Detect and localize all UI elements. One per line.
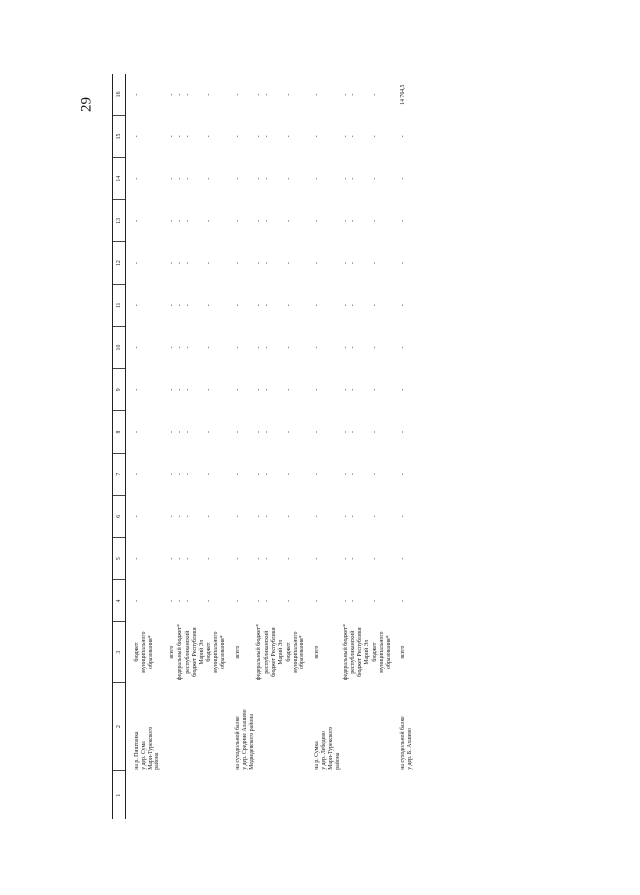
cell-object-location: [392, 682, 414, 770]
cell-value: -: [342, 431, 349, 433]
col-header: 2: [113, 682, 126, 770]
cell-number: [184, 771, 205, 819]
cell-value: -: [256, 473, 263, 476]
cell-value: -: [134, 388, 140, 391]
cell-value: -: [264, 135, 271, 138]
cell-value: -: [314, 431, 321, 433]
cell-number: [227, 771, 255, 819]
cell-value: -: [206, 346, 213, 349]
cell-value: -: [256, 219, 263, 222]
cell-value: -: [350, 304, 357, 307]
cell-value: -: [350, 219, 357, 222]
cell-value: -: [177, 346, 184, 349]
cell-number: [205, 771, 226, 819]
cell-value: -: [350, 431, 357, 433]
cell-object-location: [342, 682, 350, 770]
cell-value: -: [264, 431, 271, 433]
cell-number: [255, 771, 263, 819]
cell-value: -: [285, 93, 292, 96]
table-container: [112, 74, 528, 819]
cell-value: -: [169, 135, 176, 138]
table-row: [255, 74, 263, 819]
cell-value: -: [371, 262, 378, 265]
cell-value: -: [256, 599, 263, 602]
cell-value: -: [285, 304, 292, 307]
cell-value: -: [234, 93, 241, 96]
cell-value: -: [400, 177, 407, 180]
cell-value: -: [264, 388, 271, 391]
cell-value: -: [314, 262, 321, 265]
table-row: [161, 74, 176, 819]
col-header: 15: [113, 115, 126, 157]
cell-value: -: [342, 346, 349, 349]
cell-value: -: [342, 599, 349, 602]
cell-value: -: [184, 304, 191, 307]
object-location-line: у дер. Б. Ахшево: [407, 728, 414, 770]
cell-value: -: [314, 219, 321, 222]
cell-value: -: [234, 473, 241, 476]
cell-value: -: [264, 93, 271, 96]
cell-value: -: [285, 473, 292, 476]
object-location-line: на суходольной балке: [400, 716, 407, 770]
cell-object-location: [371, 682, 392, 770]
cell-value: -: [256, 262, 263, 265]
cell-value: -: [206, 473, 213, 476]
cell-value: -: [234, 388, 241, 391]
cell-value: -: [184, 388, 191, 391]
cell-value: -: [350, 557, 357, 560]
cell-object-location: [126, 682, 162, 770]
cell-number: [161, 771, 176, 819]
cell-value: -: [342, 304, 349, 307]
cell-funding-source: республиканский бюджет Республики Марий Эл: [350, 627, 371, 677]
cell-funding-source: бюджет муниципального образования*: [206, 631, 227, 673]
column-number-row: [113, 74, 126, 819]
object-location-line: у дер. Средние Алашево: [241, 709, 248, 770]
cell-value: -: [264, 557, 271, 560]
cell-value: -: [264, 262, 271, 265]
cell-value: -: [264, 473, 271, 476]
cell-value: -: [184, 431, 191, 433]
cell-value: -: [184, 515, 191, 518]
cell-value: -: [256, 177, 263, 180]
cell-funding-source: федеральный бюджет*: [256, 624, 263, 681]
cell-value: -: [169, 515, 176, 518]
cell-value: -: [264, 219, 271, 222]
cell-value: -: [285, 219, 292, 222]
cell-value: -: [134, 346, 140, 349]
cell-value: -: [314, 177, 321, 180]
cell-object-location: [285, 682, 306, 770]
cell-value: -: [134, 135, 140, 138]
cell-value: -: [371, 304, 378, 307]
cell-value: -: [264, 346, 271, 349]
table-row: [176, 74, 184, 819]
cell-value: -: [314, 473, 321, 476]
col-header: 12: [113, 242, 126, 284]
cell-value: -: [134, 219, 140, 222]
cell-value: -: [371, 135, 378, 138]
cell-value: -: [342, 388, 349, 391]
cell-value: -: [400, 346, 407, 349]
cell-value: -: [184, 262, 191, 265]
col-header: 14: [113, 158, 126, 200]
cell-value: -: [134, 473, 140, 476]
object-location-line: района: [154, 752, 161, 770]
cell-value: -: [371, 599, 378, 602]
cell-value: -: [184, 346, 191, 349]
cell-value: -: [169, 557, 176, 560]
cell-funding-source: республиканский бюджет Республики Марий Эл: [184, 627, 205, 677]
cell-value: -: [134, 262, 140, 265]
cell-value: -: [206, 262, 213, 265]
cell-value: -: [206, 388, 213, 391]
cell-object-location: [263, 682, 284, 770]
cell-value: -: [177, 135, 184, 138]
col-header: 3: [113, 622, 126, 682]
cell-value: -: [285, 262, 292, 265]
cell-value: -: [169, 473, 176, 476]
cell-value: -: [169, 388, 176, 391]
cell-value: -: [169, 219, 176, 222]
col-header: 1: [113, 771, 126, 819]
cell-value: -: [169, 599, 176, 602]
cell-funding-source: всего: [169, 645, 176, 659]
cell-value: -: [342, 93, 349, 96]
cell-value: -: [169, 262, 176, 265]
cell-value: -: [285, 599, 292, 602]
cell-value: -: [371, 473, 378, 476]
cell-value: -: [169, 346, 176, 349]
col-header: 6: [113, 495, 126, 537]
cell-value: -: [314, 304, 321, 307]
cell-value: -: [342, 473, 349, 476]
cell-value: -: [256, 93, 263, 96]
col-header: 9: [113, 369, 126, 411]
cell-funding-source: всего: [400, 645, 407, 659]
cell-value: -: [342, 135, 349, 138]
cell-value: -: [234, 515, 241, 518]
cell-value: -: [184, 93, 191, 96]
cell-funding-source: бюджет муниципального образования*: [134, 631, 154, 673]
cell-value: -: [314, 515, 321, 518]
cell-value: -: [184, 177, 191, 180]
cell-value: -: [206, 177, 213, 180]
cell-value: -: [177, 431, 184, 433]
cell-value: -: [134, 557, 140, 560]
cell-value: -: [350, 262, 357, 265]
cell-value: -: [234, 135, 241, 138]
cell-value: -: [234, 177, 241, 180]
col-header: 7: [113, 453, 126, 495]
cell-value: -: [177, 177, 184, 180]
table-row: [342, 74, 350, 819]
cell-number: [349, 771, 370, 819]
cell-value: -: [234, 346, 241, 349]
cell-value: -: [234, 599, 241, 602]
cell-value: -: [314, 346, 321, 349]
cell-number: [285, 771, 306, 819]
cell-value: -: [177, 304, 184, 307]
cell-value: -: [234, 219, 241, 222]
cell-value: -: [234, 304, 241, 307]
cell-value: -: [342, 557, 349, 560]
cell-value: -: [264, 304, 271, 307]
cell-value: -: [169, 93, 176, 96]
page-number: 29: [78, 97, 95, 112]
object-location-line: на р. Сумка: [314, 741, 321, 770]
cell-value: 14 764,5: [400, 84, 407, 105]
cell-value: -: [314, 93, 321, 96]
cell-value: -: [342, 515, 349, 518]
col-header: 13: [113, 200, 126, 242]
cell-value: -: [234, 262, 241, 265]
table-row: [205, 74, 226, 819]
cell-value: -: [314, 557, 321, 560]
cell-value: -: [400, 557, 407, 560]
cell-funding-source: всего: [234, 645, 241, 659]
cell-value: -: [177, 262, 184, 265]
cell-value: -: [371, 219, 378, 222]
cell-value: -: [206, 135, 213, 138]
cell-value: -: [134, 599, 140, 602]
cell-value: -: [206, 431, 213, 433]
cell-value: -: [400, 262, 407, 265]
cell-value: -: [134, 515, 140, 518]
cell-number: [263, 771, 284, 819]
cell-value: -: [371, 93, 378, 96]
cell-value: -: [400, 431, 407, 433]
cell-number: [342, 771, 350, 819]
cell-value: -: [350, 515, 357, 518]
object-location-line: района: [334, 752, 341, 770]
object-location-line: Мари-Турекского: [147, 726, 154, 770]
col-header: 4: [113, 580, 126, 622]
cell-value: -: [371, 388, 378, 391]
cell-value: -: [177, 557, 184, 560]
cell-funding-source: федеральный бюджет*: [342, 624, 349, 681]
cell-value: -: [256, 388, 263, 391]
cell-object-location: [184, 682, 205, 770]
table-row: [263, 74, 284, 819]
cell-value: -: [256, 135, 263, 138]
cell-value: -: [371, 346, 378, 349]
cell-value: -: [177, 219, 184, 222]
cell-value: -: [256, 557, 263, 560]
cell-object-location: [161, 682, 176, 770]
cell-object-location: [205, 682, 226, 770]
object-location-line: у дер. Сума: [140, 741, 147, 770]
col-header: 11: [113, 284, 126, 326]
cell-value: -: [234, 557, 241, 560]
object-location-line: у дер. Лебедево: [321, 731, 328, 770]
cell-object-location: [176, 682, 184, 770]
cell-value: -: [184, 557, 191, 560]
cell-value: -: [184, 219, 191, 222]
cell-value: -: [400, 388, 407, 391]
cell-value: -: [206, 599, 213, 602]
cell-value: -: [400, 304, 407, 307]
cell-number: [126, 771, 162, 819]
cell-value: -: [264, 515, 271, 518]
cell-value: -: [314, 599, 321, 602]
table-row: [126, 74, 162, 819]
cell-value: -: [371, 177, 378, 180]
cell-value: -: [134, 431, 140, 433]
cell-value: -: [256, 346, 263, 349]
cell-value: -: [350, 346, 357, 349]
table-row: [285, 74, 306, 819]
cell-value: -: [400, 219, 407, 222]
cell-value: -: [169, 177, 176, 180]
cell-value: -: [256, 304, 263, 307]
cell-object-location: [227, 682, 255, 770]
cell-value: -: [206, 515, 213, 518]
cell-value: -: [256, 515, 263, 518]
cell-value: -: [285, 557, 292, 560]
cell-value: -: [134, 93, 140, 96]
cell-object-location: [349, 682, 370, 770]
cell-value: -: [184, 135, 191, 138]
object-location-line: Медведевского района: [248, 714, 255, 770]
cell-number: [371, 771, 392, 819]
cell-value: -: [350, 473, 357, 476]
table-body: [126, 74, 414, 819]
col-header: 16: [113, 74, 126, 115]
cell-value: -: [342, 219, 349, 222]
cell-value: -: [177, 599, 184, 602]
cell-value: -: [264, 177, 271, 180]
cell-value: -: [342, 177, 349, 180]
table-row: [392, 74, 414, 819]
table-row: [227, 74, 255, 819]
cell-object-location: [306, 682, 341, 770]
cell-value: -: [234, 431, 241, 433]
cell-value: -: [169, 304, 176, 307]
cell-value: -: [285, 135, 292, 138]
cell-value: -: [134, 304, 140, 307]
table-row: [306, 74, 341, 819]
col-header: 5: [113, 538, 126, 580]
object-location-line: на р. Пиштанка: [134, 731, 140, 770]
cell-value: -: [285, 515, 292, 518]
cell-value: -: [177, 515, 184, 518]
cell-value: -: [177, 93, 184, 96]
cell-number: [176, 771, 184, 819]
cell-object-location: [255, 682, 263, 770]
cell-value: -: [350, 388, 357, 391]
cell-value: -: [184, 473, 191, 476]
cell-value: -: [350, 93, 357, 96]
cell-value: -: [371, 557, 378, 560]
cell-value: -: [285, 177, 292, 180]
cell-value: -: [264, 599, 271, 602]
cell-value: -: [342, 262, 349, 265]
cell-value: -: [184, 599, 191, 602]
cell-funding-source: бюджет муниципального образования*: [285, 631, 306, 673]
object-location-line: на суходольной балке: [234, 716, 241, 770]
cell-value: -: [134, 177, 140, 180]
cell-value: -: [206, 304, 213, 307]
cell-value: -: [206, 557, 213, 560]
cell-value: -: [177, 473, 184, 476]
cell-funding-source: федеральный бюджет*: [177, 624, 184, 681]
cell-value: -: [285, 388, 292, 391]
cell-value: -: [400, 515, 407, 518]
col-header: 8: [113, 411, 126, 453]
table-row: [184, 74, 205, 819]
financing-table: [112, 74, 414, 819]
cell-value: -: [314, 388, 321, 391]
cell-value: -: [371, 515, 378, 518]
table-row: [371, 74, 392, 819]
cell-value: -: [400, 135, 407, 138]
cell-funding-source: всего: [314, 645, 321, 659]
col-header: 10: [113, 326, 126, 368]
cell-value: -: [285, 431, 292, 433]
cell-value: -: [314, 135, 321, 138]
cell-value: -: [400, 473, 407, 476]
cell-value: -: [400, 599, 407, 602]
cell-value: -: [350, 177, 357, 180]
table-row: [349, 74, 370, 819]
cell-value: -: [206, 219, 213, 222]
cell-funding-source: республиканский бюджет Республики Марий Эл: [264, 627, 284, 677]
cell-value: -: [350, 599, 357, 602]
cell-funding-source: бюджет муниципального образования*: [371, 631, 392, 673]
cell-value: -: [350, 135, 357, 138]
cell-number: [306, 771, 341, 819]
cell-value: -: [371, 431, 378, 433]
object-location-line: Мари-Турекского: [327, 726, 334, 770]
cell-value: -: [169, 431, 176, 433]
cell-value: -: [256, 431, 263, 433]
cell-value: -: [206, 93, 213, 96]
cell-value: -: [177, 388, 184, 391]
cell-value: -: [285, 346, 292, 349]
cell-number: [392, 771, 414, 819]
